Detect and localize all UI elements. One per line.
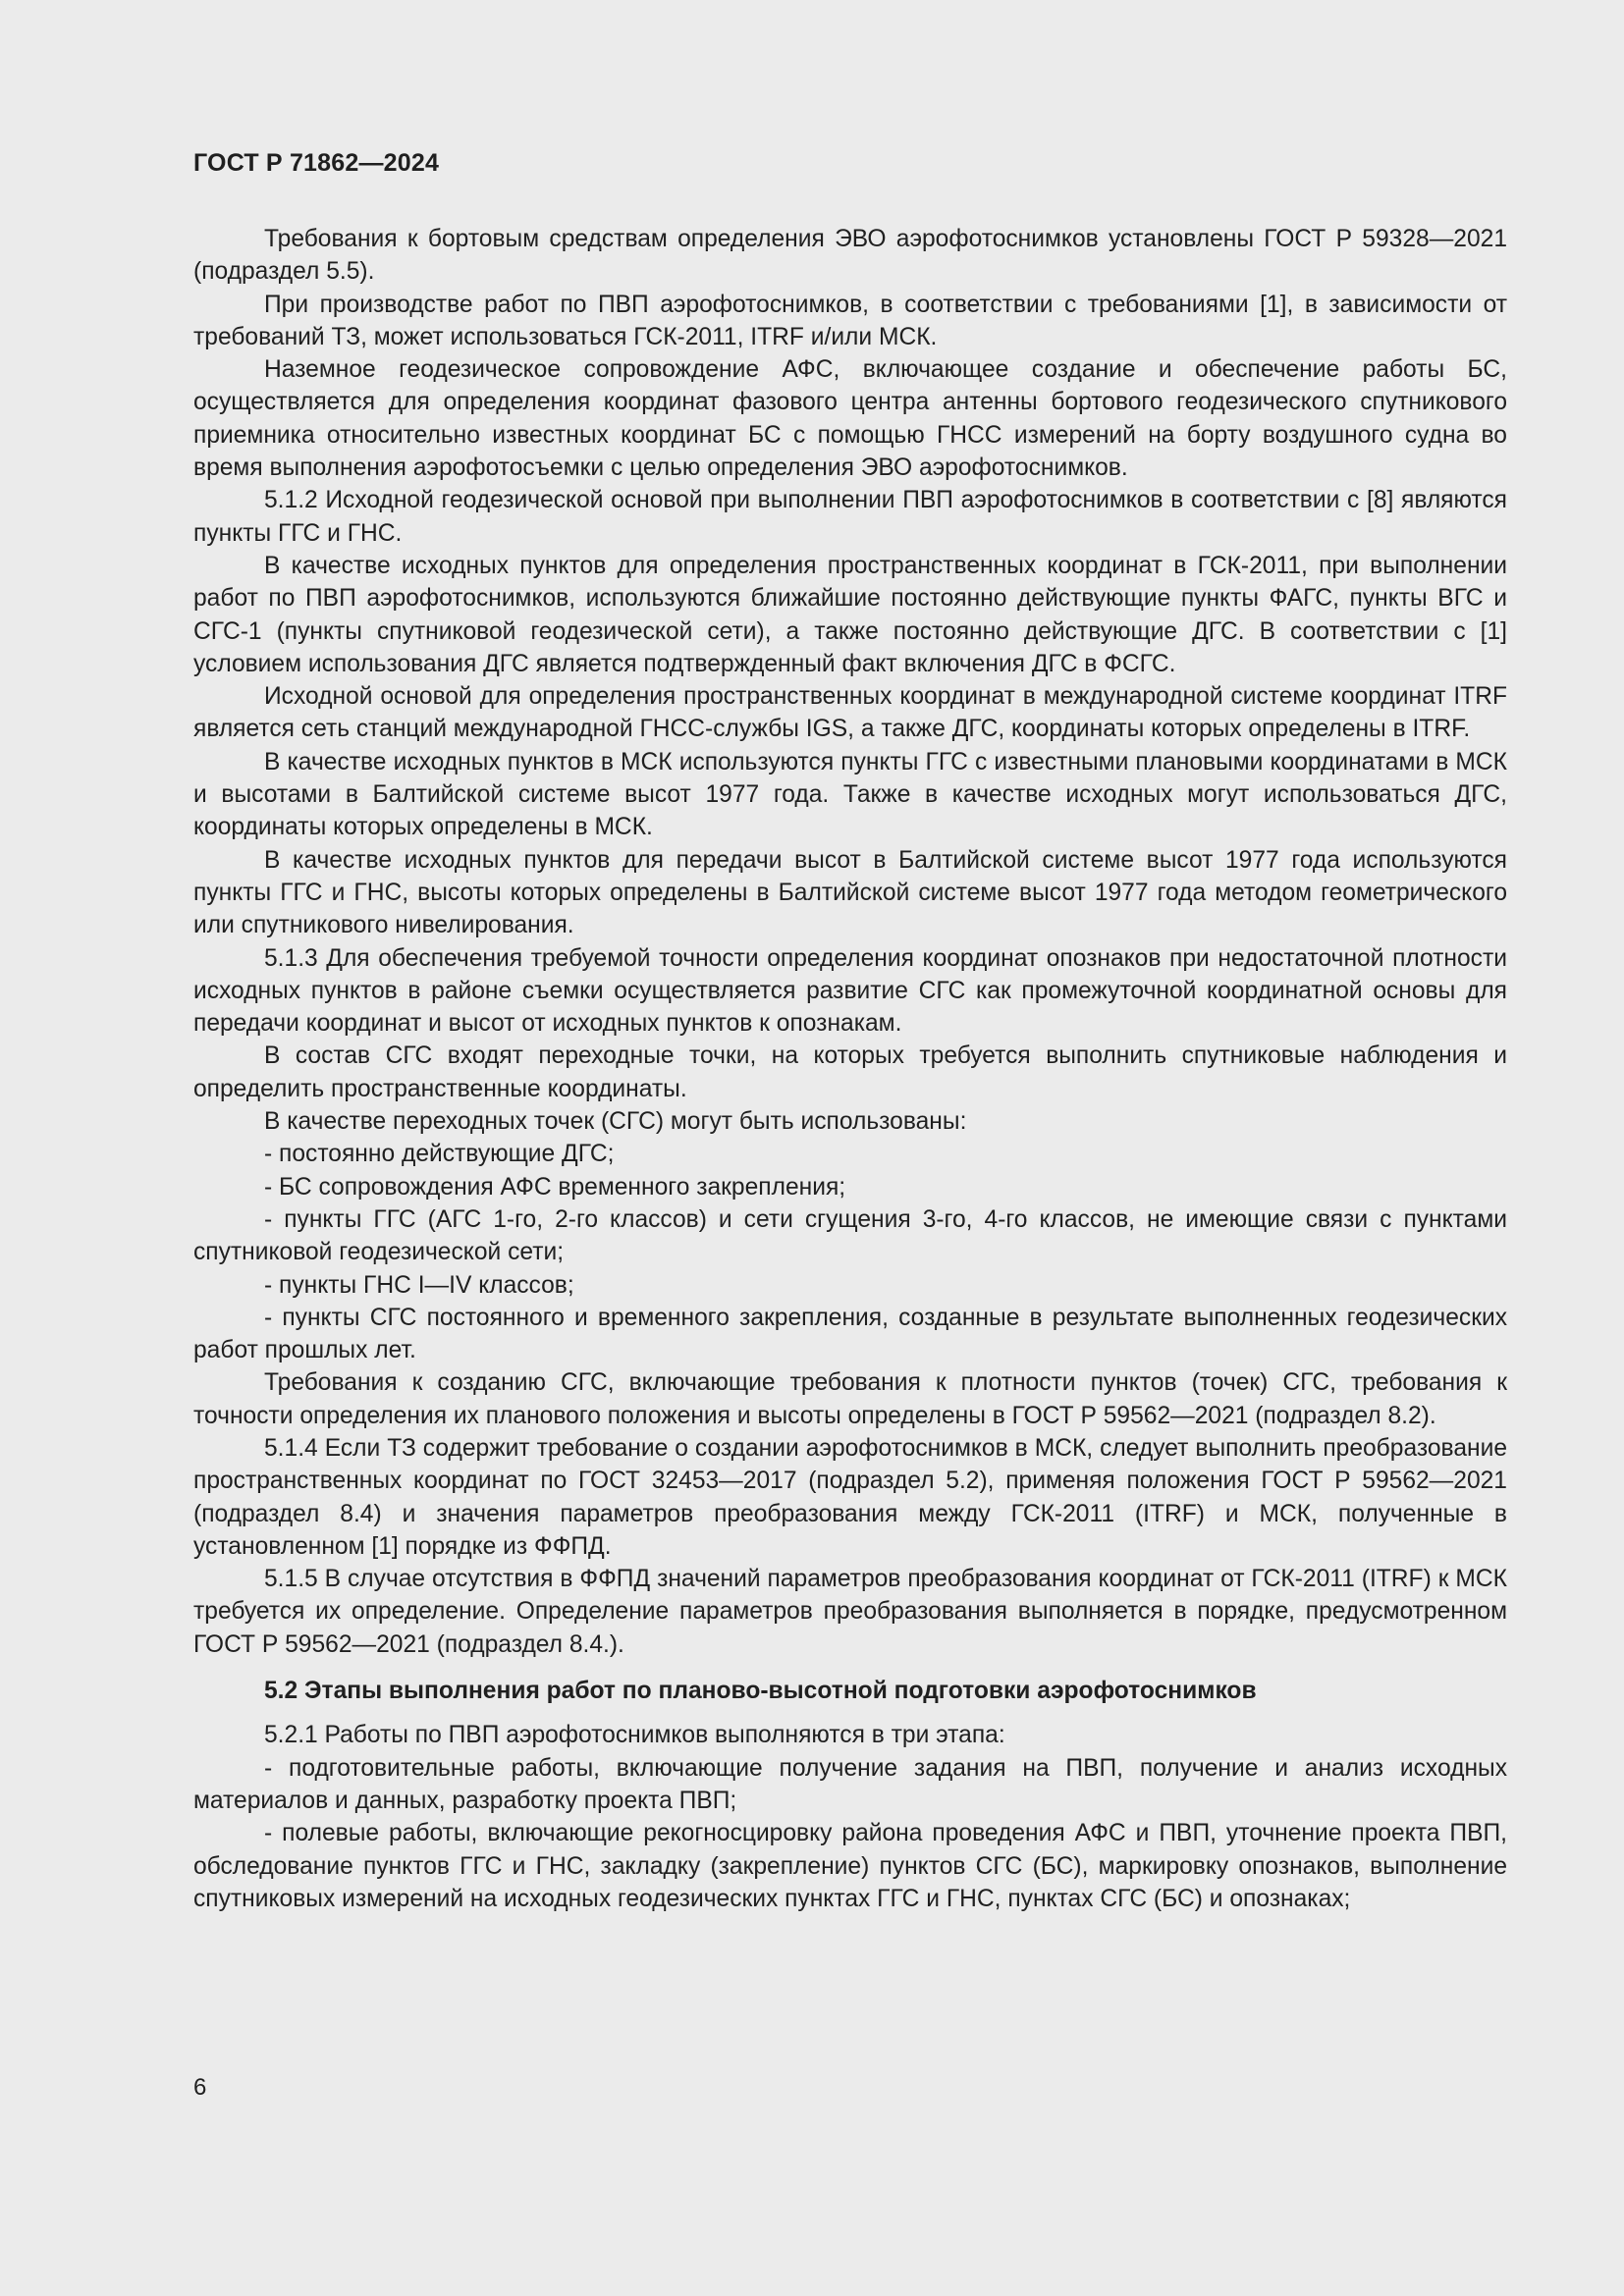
paragraph: 5.1.4 Если ТЗ содержит требование о создании аэрофотоснимков в МСК, следует выполнить преобразование пространственных координат по ГОСТ 32453—2017 (подраздел 5.2), применяя положения ГОСТ Р 59562—2021 (подраздел 8.4) и значения параметров преобразования между ГСК-2011 (ITRF) и МСК, полученные в установленном [1] порядке из ФФПД. — [193, 1434, 1507, 1560]
page-number: 6 — [193, 2074, 207, 2101]
paragraph: Исходной основой для определения пространственных координат в международной системе координат ITRF является сеть станций международной ГНСС-службы IGS, а также ДГС, координаты которых определены в ITRF. — [193, 683, 1507, 743]
paragraph: Требования к бортовым средствам определения ЭВО аэрофотоснимков установлены ГОСТ Р 59328—2021 (подраздел 5.5). — [193, 226, 1507, 286]
paragraph: 5.1.3 Для обеспечения требуемой точности определения координат опознаков при недостаточной плотности исходных пунктов в районе съемки осуществляется развитие СГС как промежуточной координатной основы для передачи координат и высот от исходных пунктов к опознакам. — [193, 944, 1507, 1038]
paragraph: При производстве работ по ПВП аэрофотоснимков, в соответствии с требованиями [1], в зависимости от требований ТЗ, может использоваться ГСК-2011, ITRF и/или МСК. — [193, 291, 1507, 350]
paragraph: В качестве исходных пунктов в МСК используются пункты ГГС с известными плановыми координатами в МСК и высотами в Балтийской системе высот 1977 года. Также в качестве исходных могут использоваться ДГС, координаты которых определены в МСК. — [193, 748, 1507, 841]
section-heading: 5.2 Этапы выполнения работ по планово-высотной подготовки аэрофотоснимков — [264, 1678, 1257, 1705]
list-item: - пункты ГНС I—IV классов; — [264, 1271, 574, 1299]
list-item: - полевые работы, включающие рекогносцировку района проведения АФС и ПВП, уточнение проекта ПВП, обследование пунктов ГГС и ГНС, закладку (закрепление) пунктов СГС (БС), маркировку опознаков, выполнение спутниковых измерений на исходных геодезических пунктах ГГС и ГНС, пунктах СГС (БС) и опознаках; — [193, 1820, 1507, 1912]
paragraph: Наземное геодезическое сопровождение АФС, включающее создание и обеспечение работы БС, осуществляется для определения координат фазового центра антенны бортового геодезического спутникового приемника относительно известных координат БС с помощью ГНСС измерений на борту воздушного судна во время выполнения аэрофотосъемки с целью определения ЭВО аэрофотоснимков. — [193, 356, 1507, 482]
paragraph: В качестве переходных точек (СГС) могут быть использованы: — [264, 1108, 967, 1136]
list-item: - подготовительные работы, включающие получение задания на ПВП, получение и анализ исходных материалов и данных, разработку проекта ПВП; — [193, 1754, 1507, 1814]
list-item: - пункты СГС постоянного и временного закрепления, созданные в результате выполненных геодезических работ прошлых лет. — [193, 1304, 1507, 1364]
list-item: - БС сопровождения АФС временного закрепления; — [264, 1173, 846, 1201]
paragraph: В состав СГС входят переходные точки, на которых требуется выполнить спутниковые наблюдения и определить пространственные координаты. — [193, 1042, 1507, 1102]
document-header: ГОСТ Р 71862—2024 — [193, 149, 440, 177]
paragraph: Требования к созданию СГС, включающие требования к плотности пунктов (точек) СГС, требования к точности определения их планового положения и высоты определены в ГОСТ Р 59562—2021 (подраздел 8.2). — [193, 1369, 1507, 1429]
paragraph: 5.2.1 Работы по ПВП аэрофотоснимков выполняются в три этапа: — [264, 1722, 1005, 1749]
list-item: - пункты ГГС (АГС 1-го, 2-го классов) и сети сгущения 3-го, 4-го классов, не имеющие связи с пунктами спутниковой геодезической сети; — [193, 1205, 1507, 1266]
document-body — [193, 223, 1507, 1915]
paragraph: 5.1.2 Исходной геодезической основой при выполнении ПВП аэрофотоснимков в соответствии с [8] являются пункты ГГС и ГНС. — [193, 487, 1507, 547]
paragraph: В качестве исходных пунктов для передачи высот в Балтийской системе высот 1977 года используются пункты ГГС и ГНС, высоты которых определены в Балтийской системе высот 1977 года методом геометрического или спутникового нивелирования. — [193, 846, 1507, 939]
paragraph: 5.1.5 В случае отсутствия в ФФПД значений параметров преобразования координат от ГСК-2011 (ITRF) к МСК требуется их определение. Определение параметров преобразования выполняется в порядке, предусмотренном ГОСТ Р 59562—2021 (подраздел 8.4.). — [193, 1566, 1507, 1658]
list-item: - постоянно действующие ДГС; — [264, 1141, 615, 1168]
paragraph: В качестве исходных пунктов для определения пространственных координат в ГСК-2011, при выполнении работ по ПВП аэрофотоснимков, используются ближайшие постоянно действующие пункты ФАГС, пункты ВГС и СГС-1 (пункты спутниковой геодезической сети), а также постоянно действующие ДГС. В соответствии с [1] условием использования ДГС является подтвержденный факт включения ДГС в ФСГС. — [193, 552, 1507, 677]
